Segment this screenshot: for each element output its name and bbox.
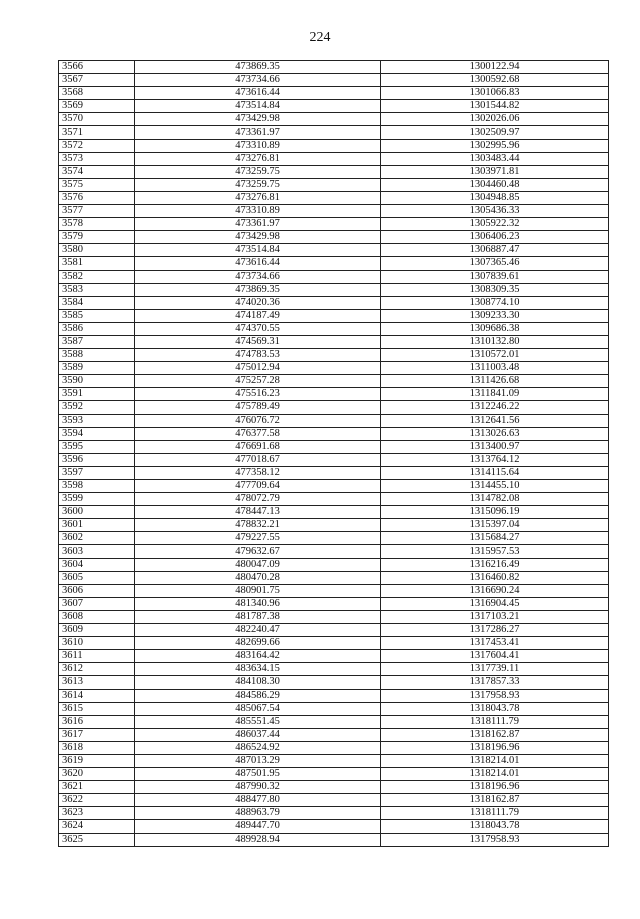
point-number-cell: 3590 bbox=[59, 375, 135, 388]
point-number-cell: 3597 bbox=[59, 466, 135, 479]
x-coordinate-cell: 484586.29 bbox=[135, 689, 381, 702]
point-number-cell: 3607 bbox=[59, 597, 135, 610]
x-coordinate-cell: 486524.92 bbox=[135, 741, 381, 754]
y-coordinate-cell: 1316690.24 bbox=[381, 584, 609, 597]
table-row bbox=[59, 702, 609, 715]
y-coordinate-cell: 1318111.79 bbox=[381, 807, 609, 820]
table-row bbox=[59, 571, 609, 584]
x-coordinate-cell: 480470.28 bbox=[135, 571, 381, 584]
point-number-cell: 3568 bbox=[59, 87, 135, 100]
table-row bbox=[59, 427, 609, 440]
point-number-cell: 3573 bbox=[59, 152, 135, 165]
y-coordinate-cell: 1318162.87 bbox=[381, 794, 609, 807]
point-number-cell: 3580 bbox=[59, 244, 135, 257]
x-coordinate-cell: 478447.13 bbox=[135, 506, 381, 519]
x-coordinate-cell: 473361.97 bbox=[135, 218, 381, 231]
x-coordinate-cell: 481787.38 bbox=[135, 610, 381, 623]
x-coordinate-cell: 473734.66 bbox=[135, 270, 381, 283]
y-coordinate-cell: 1302026.06 bbox=[381, 113, 609, 126]
point-number-cell: 3599 bbox=[59, 493, 135, 506]
table-row bbox=[59, 545, 609, 558]
table-row bbox=[59, 231, 609, 244]
table-row bbox=[59, 349, 609, 362]
point-number-cell: 3608 bbox=[59, 610, 135, 623]
table-row bbox=[59, 820, 609, 833]
y-coordinate-cell: 1315397.04 bbox=[381, 519, 609, 532]
x-coordinate-cell: 485551.45 bbox=[135, 715, 381, 728]
point-number-cell: 3574 bbox=[59, 165, 135, 178]
x-coordinate-cell: 474370.55 bbox=[135, 322, 381, 335]
point-number-cell: 3585 bbox=[59, 309, 135, 322]
y-coordinate-cell: 1315684.27 bbox=[381, 532, 609, 545]
table-row bbox=[59, 663, 609, 676]
point-number-cell: 3578 bbox=[59, 218, 135, 231]
y-coordinate-cell: 1312246.22 bbox=[381, 401, 609, 414]
y-coordinate-cell: 1305436.33 bbox=[381, 205, 609, 218]
table-row bbox=[59, 296, 609, 309]
point-number-cell: 3596 bbox=[59, 453, 135, 466]
y-coordinate-cell: 1304460.48 bbox=[381, 178, 609, 191]
y-coordinate-cell: 1306406.23 bbox=[381, 231, 609, 244]
table-row bbox=[59, 440, 609, 453]
x-coordinate-cell: 487501.95 bbox=[135, 768, 381, 781]
point-number-cell: 3613 bbox=[59, 676, 135, 689]
table-row bbox=[59, 322, 609, 335]
point-number-cell: 3592 bbox=[59, 401, 135, 414]
x-coordinate-cell: 483164.42 bbox=[135, 650, 381, 663]
x-coordinate-cell: 473361.97 bbox=[135, 126, 381, 139]
table-row bbox=[59, 375, 609, 388]
table-row bbox=[59, 453, 609, 466]
x-coordinate-cell: 487013.29 bbox=[135, 754, 381, 767]
x-coordinate-cell: 475516.23 bbox=[135, 388, 381, 401]
point-number-cell: 3619 bbox=[59, 754, 135, 767]
point-number-cell: 3601 bbox=[59, 519, 135, 532]
point-number-cell: 3625 bbox=[59, 833, 135, 846]
point-number-cell: 3570 bbox=[59, 113, 135, 126]
table-row bbox=[59, 335, 609, 348]
table-row bbox=[59, 283, 609, 296]
x-coordinate-cell: 479227.55 bbox=[135, 532, 381, 545]
point-number-cell: 3611 bbox=[59, 650, 135, 663]
point-number-cell: 3602 bbox=[59, 532, 135, 545]
point-number-cell: 3566 bbox=[59, 61, 135, 74]
x-coordinate-cell: 488963.79 bbox=[135, 807, 381, 820]
table-row bbox=[59, 388, 609, 401]
y-coordinate-cell: 1309686.38 bbox=[381, 322, 609, 335]
x-coordinate-cell: 480901.75 bbox=[135, 584, 381, 597]
point-number-cell: 3612 bbox=[59, 663, 135, 676]
x-coordinate-cell: 477018.67 bbox=[135, 453, 381, 466]
x-coordinate-cell: 480047.09 bbox=[135, 558, 381, 571]
point-number-cell: 3606 bbox=[59, 584, 135, 597]
point-number-cell: 3603 bbox=[59, 545, 135, 558]
y-coordinate-cell: 1316904.45 bbox=[381, 597, 609, 610]
point-number-cell: 3593 bbox=[59, 414, 135, 427]
point-number-cell: 3598 bbox=[59, 480, 135, 493]
point-number-cell: 3587 bbox=[59, 335, 135, 348]
y-coordinate-cell: 1303971.81 bbox=[381, 165, 609, 178]
table-row bbox=[59, 624, 609, 637]
x-coordinate-cell: 476377.58 bbox=[135, 427, 381, 440]
x-coordinate-cell: 474569.31 bbox=[135, 335, 381, 348]
x-coordinate-cell: 473616.44 bbox=[135, 257, 381, 270]
y-coordinate-cell: 1317958.93 bbox=[381, 689, 609, 702]
x-coordinate-cell: 473869.35 bbox=[135, 283, 381, 296]
y-coordinate-cell: 1309233.30 bbox=[381, 309, 609, 322]
y-coordinate-cell: 1317286.27 bbox=[381, 624, 609, 637]
y-coordinate-cell: 1318214.01 bbox=[381, 754, 609, 767]
table-row bbox=[59, 165, 609, 178]
x-coordinate-cell: 473259.75 bbox=[135, 178, 381, 191]
table-row bbox=[59, 178, 609, 191]
point-number-cell: 3575 bbox=[59, 178, 135, 191]
x-coordinate-cell: 473616.44 bbox=[135, 87, 381, 100]
x-coordinate-cell: 481340.96 bbox=[135, 597, 381, 610]
point-number-cell: 3609 bbox=[59, 624, 135, 637]
point-number-cell: 3569 bbox=[59, 100, 135, 113]
point-number-cell: 3610 bbox=[59, 637, 135, 650]
x-coordinate-cell: 474187.49 bbox=[135, 309, 381, 322]
point-number-cell: 3618 bbox=[59, 741, 135, 754]
x-coordinate-cell: 484108.30 bbox=[135, 676, 381, 689]
point-number-cell: 3584 bbox=[59, 296, 135, 309]
x-coordinate-cell: 489447.70 bbox=[135, 820, 381, 833]
y-coordinate-cell: 1318196.96 bbox=[381, 781, 609, 794]
x-coordinate-cell: 476691.68 bbox=[135, 440, 381, 453]
table-row bbox=[59, 584, 609, 597]
y-coordinate-cell: 1317453.41 bbox=[381, 637, 609, 650]
table-row bbox=[59, 191, 609, 204]
table-row bbox=[59, 270, 609, 283]
y-coordinate-cell: 1305922.32 bbox=[381, 218, 609, 231]
y-coordinate-cell: 1313764.12 bbox=[381, 453, 609, 466]
table-row bbox=[59, 362, 609, 375]
y-coordinate-cell: 1308309.35 bbox=[381, 283, 609, 296]
x-coordinate-cell: 473310.89 bbox=[135, 139, 381, 152]
y-coordinate-cell: 1306887.47 bbox=[381, 244, 609, 257]
y-coordinate-cell: 1314782.08 bbox=[381, 493, 609, 506]
page-number: 224 bbox=[309, 30, 331, 45]
y-coordinate-cell: 1308774.10 bbox=[381, 296, 609, 309]
table-row bbox=[59, 637, 609, 650]
y-coordinate-cell: 1318214.01 bbox=[381, 768, 609, 781]
point-number-cell: 3589 bbox=[59, 362, 135, 375]
point-number-cell: 3591 bbox=[59, 388, 135, 401]
x-coordinate-cell: 479632.67 bbox=[135, 545, 381, 558]
coordinates-table bbox=[58, 60, 609, 847]
point-number-cell: 3616 bbox=[59, 715, 135, 728]
y-coordinate-cell: 1317103.21 bbox=[381, 610, 609, 623]
point-number-cell: 3622 bbox=[59, 794, 135, 807]
table-row bbox=[59, 244, 609, 257]
point-number-cell: 3576 bbox=[59, 191, 135, 204]
table-row bbox=[59, 152, 609, 165]
y-coordinate-cell: 1313400.97 bbox=[381, 440, 609, 453]
point-number-cell: 3571 bbox=[59, 126, 135, 139]
x-coordinate-cell: 473869.35 bbox=[135, 61, 381, 74]
y-coordinate-cell: 1307365.46 bbox=[381, 257, 609, 270]
point-number-cell: 3579 bbox=[59, 231, 135, 244]
table-row bbox=[59, 257, 609, 270]
table-row bbox=[59, 519, 609, 532]
y-coordinate-cell: 1300122.94 bbox=[381, 61, 609, 74]
point-number-cell: 3577 bbox=[59, 205, 135, 218]
table-row bbox=[59, 781, 609, 794]
table-row bbox=[59, 309, 609, 322]
table-row bbox=[59, 807, 609, 820]
y-coordinate-cell: 1318111.79 bbox=[381, 715, 609, 728]
table-row bbox=[59, 532, 609, 545]
point-number-cell: 3600 bbox=[59, 506, 135, 519]
table-row bbox=[59, 113, 609, 126]
x-coordinate-cell: 473514.84 bbox=[135, 100, 381, 113]
x-coordinate-cell: 477709.64 bbox=[135, 480, 381, 493]
point-number-cell: 3581 bbox=[59, 257, 135, 270]
table-row bbox=[59, 506, 609, 519]
x-coordinate-cell: 478072.79 bbox=[135, 493, 381, 506]
point-number-cell: 3583 bbox=[59, 283, 135, 296]
table-row bbox=[59, 480, 609, 493]
y-coordinate-cell: 1313026.63 bbox=[381, 427, 609, 440]
y-coordinate-cell: 1314455.10 bbox=[381, 480, 609, 493]
y-coordinate-cell: 1315096.19 bbox=[381, 506, 609, 519]
point-number-cell: 3604 bbox=[59, 558, 135, 571]
table-row bbox=[59, 139, 609, 152]
y-coordinate-cell: 1318043.78 bbox=[381, 702, 609, 715]
y-coordinate-cell: 1307839.61 bbox=[381, 270, 609, 283]
x-coordinate-cell: 474020.36 bbox=[135, 296, 381, 309]
table-row bbox=[59, 466, 609, 479]
x-coordinate-cell: 488477.80 bbox=[135, 794, 381, 807]
table-row bbox=[59, 650, 609, 663]
point-number-cell: 3620 bbox=[59, 768, 135, 781]
y-coordinate-cell: 1300592.68 bbox=[381, 74, 609, 87]
table-row bbox=[59, 741, 609, 754]
table-row bbox=[59, 676, 609, 689]
x-coordinate-cell: 473310.89 bbox=[135, 205, 381, 218]
x-coordinate-cell: 485067.54 bbox=[135, 702, 381, 715]
table-row bbox=[59, 715, 609, 728]
point-number-cell: 3586 bbox=[59, 322, 135, 335]
y-coordinate-cell: 1312641.56 bbox=[381, 414, 609, 427]
point-number-cell: 3614 bbox=[59, 689, 135, 702]
y-coordinate-cell: 1301544.82 bbox=[381, 100, 609, 113]
y-coordinate-cell: 1311003.48 bbox=[381, 362, 609, 375]
point-number-cell: 3621 bbox=[59, 781, 135, 794]
table-row bbox=[59, 100, 609, 113]
x-coordinate-cell: 475257.28 bbox=[135, 375, 381, 388]
x-coordinate-cell: 473429.98 bbox=[135, 113, 381, 126]
table-row bbox=[59, 493, 609, 506]
y-coordinate-cell: 1304948.85 bbox=[381, 191, 609, 204]
point-number-cell: 3594 bbox=[59, 427, 135, 440]
table-row bbox=[59, 728, 609, 741]
x-coordinate-cell: 475012.94 bbox=[135, 362, 381, 375]
x-coordinate-cell: 476076.72 bbox=[135, 414, 381, 427]
y-coordinate-cell: 1301066.83 bbox=[381, 87, 609, 100]
table-row bbox=[59, 205, 609, 218]
y-coordinate-cell: 1316460.82 bbox=[381, 571, 609, 584]
y-coordinate-cell: 1317958.93 bbox=[381, 833, 609, 846]
table-row bbox=[59, 558, 609, 571]
y-coordinate-cell: 1317604.41 bbox=[381, 650, 609, 663]
point-number-cell: 3605 bbox=[59, 571, 135, 584]
x-coordinate-cell: 474783.53 bbox=[135, 349, 381, 362]
table-row bbox=[59, 414, 609, 427]
y-coordinate-cell: 1314115.64 bbox=[381, 466, 609, 479]
x-coordinate-cell: 483634.15 bbox=[135, 663, 381, 676]
y-coordinate-cell: 1317739.11 bbox=[381, 663, 609, 676]
y-coordinate-cell: 1315957.53 bbox=[381, 545, 609, 558]
y-coordinate-cell: 1302995.96 bbox=[381, 139, 609, 152]
point-number-cell: 3582 bbox=[59, 270, 135, 283]
table-row bbox=[59, 218, 609, 231]
table-row bbox=[59, 401, 609, 414]
x-coordinate-cell: 473514.84 bbox=[135, 244, 381, 257]
table-row bbox=[59, 833, 609, 846]
x-coordinate-cell: 473276.81 bbox=[135, 191, 381, 204]
point-number-cell: 3588 bbox=[59, 349, 135, 362]
table-row bbox=[59, 61, 609, 74]
table-row bbox=[59, 597, 609, 610]
point-number-cell: 3617 bbox=[59, 728, 135, 741]
table-row bbox=[59, 768, 609, 781]
y-coordinate-cell: 1318043.78 bbox=[381, 820, 609, 833]
x-coordinate-cell: 473276.81 bbox=[135, 152, 381, 165]
table-row bbox=[59, 754, 609, 767]
y-coordinate-cell: 1310132.80 bbox=[381, 335, 609, 348]
point-number-cell: 3572 bbox=[59, 139, 135, 152]
point-number-cell: 3567 bbox=[59, 74, 135, 87]
table-row bbox=[59, 794, 609, 807]
x-coordinate-cell: 482240.47 bbox=[135, 624, 381, 637]
x-coordinate-cell: 489928.94 bbox=[135, 833, 381, 846]
x-coordinate-cell: 482699.66 bbox=[135, 637, 381, 650]
x-coordinate-cell: 477358.12 bbox=[135, 466, 381, 479]
table-row bbox=[59, 610, 609, 623]
point-number-cell: 3624 bbox=[59, 820, 135, 833]
x-coordinate-cell: 478832.21 bbox=[135, 519, 381, 532]
y-coordinate-cell: 1317857.33 bbox=[381, 676, 609, 689]
table-row bbox=[59, 87, 609, 100]
x-coordinate-cell: 487990.32 bbox=[135, 781, 381, 794]
x-coordinate-cell: 473734.66 bbox=[135, 74, 381, 87]
x-coordinate-cell: 486037.44 bbox=[135, 728, 381, 741]
table-row bbox=[59, 689, 609, 702]
y-coordinate-cell: 1302509.97 bbox=[381, 126, 609, 139]
point-number-cell: 3623 bbox=[59, 807, 135, 820]
y-coordinate-cell: 1311841.09 bbox=[381, 388, 609, 401]
x-coordinate-cell: 473429.98 bbox=[135, 231, 381, 244]
table-row bbox=[59, 126, 609, 139]
point-number-cell: 3595 bbox=[59, 440, 135, 453]
y-coordinate-cell: 1318196.96 bbox=[381, 741, 609, 754]
point-number-cell: 3615 bbox=[59, 702, 135, 715]
y-coordinate-cell: 1316216.49 bbox=[381, 558, 609, 571]
y-coordinate-cell: 1310572.01 bbox=[381, 349, 609, 362]
x-coordinate-cell: 475789.49 bbox=[135, 401, 381, 414]
table-row bbox=[59, 74, 609, 87]
y-coordinate-cell: 1318162.87 bbox=[381, 728, 609, 741]
y-coordinate-cell: 1311426.68 bbox=[381, 375, 609, 388]
y-coordinate-cell: 1303483.44 bbox=[381, 152, 609, 165]
x-coordinate-cell: 473259.75 bbox=[135, 165, 381, 178]
